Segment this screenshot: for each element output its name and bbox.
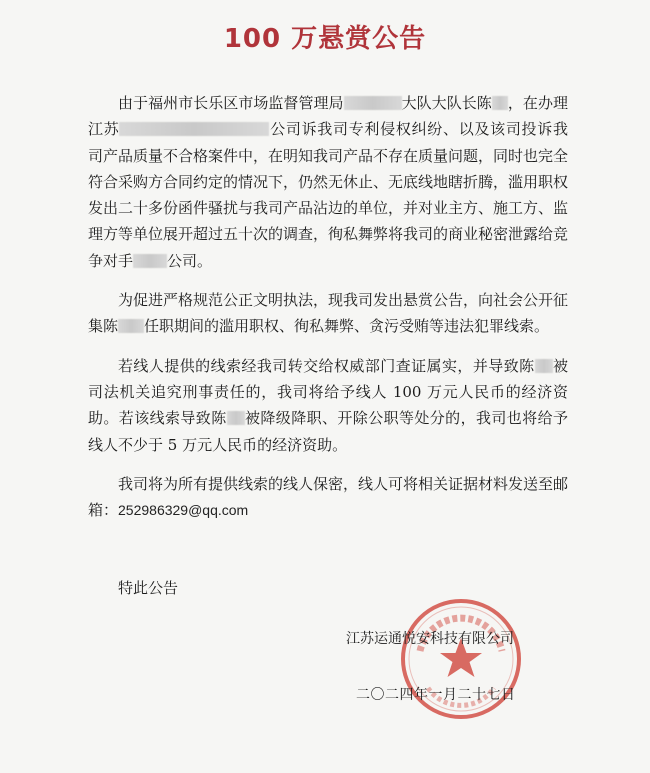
company-name: 江苏运通悦安科技有限公司 (346, 631, 514, 647)
paragraph-3 (88, 353, 568, 458)
redaction-mark (227, 411, 245, 425)
redaction-mark (492, 96, 508, 110)
paragraph-4 (88, 471, 568, 524)
closing-text: 特此公告 (118, 579, 179, 597)
redaction-mark (344, 96, 402, 110)
redaction-mark (119, 122, 269, 136)
p3-text-c: 被降级降职、开除公职等处分的，我司也将给予线人不少于 5 万元人民币的经济资助。 (88, 409, 568, 454)
p2-text-b: 任职期间的滥用职权、徇私舞弊、贪污受贿等违法犯罪线索。 (144, 317, 550, 336)
notice-title: 100 万悬赏公告 (223, 24, 427, 54)
redaction-mark (118, 319, 144, 333)
p3-text-b: 被司法机关追究刑事责任的，我司将给予线人 100 万元人民币的经济资助。若该线索导致陈 (88, 356, 568, 428)
redaction-mark (535, 359, 553, 373)
paragraph-2 (88, 287, 568, 340)
p1-text-e: 公司。 (167, 251, 213, 270)
redaction-mark (133, 254, 167, 268)
p3-text-a: 若线人提供的线索经我司转交给权威部门查证属实，并导致陈 (118, 356, 535, 375)
p2-text-a: 为促进严格规范公正文明执法，现我司发出悬赏公告，向社会公开征集陈 (88, 291, 569, 336)
p1-text-c: ，在办理江苏 (88, 94, 568, 139)
p4-text-a: 我司将为所有提供线索的线人保密，线人可将相关证据材料发送至邮箱： (88, 474, 569, 520)
p1-text-a: 由于福州市长乐区市场监督管理局 (118, 94, 344, 112)
email-address: 252986329@qq.com (118, 502, 249, 519)
p1-text-d: 公司诉我司专利侵权纠纷、以及该司投诉我司产品质量不合格案件中，在明知我司产品不存在质量问题，同时也完全符合采购方合同约定的情况下，仍然无休止、无底线地瞎折腾，滥用职权发出二十多份函件骚扰与我司产品沾边的单位，并对业主方、施工方、监理方等单位展开超过五十次的调查，徇私舞弊将我司的商业秘密泄露给竞争对手 (88, 120, 569, 270)
paragraph-1 (88, 90, 568, 274)
notice-date: 二〇二四年一月二十七日 (356, 687, 516, 703)
notice-body (88, 90, 568, 536)
p1-text-b: 大队大队长陈 (401, 94, 492, 112)
